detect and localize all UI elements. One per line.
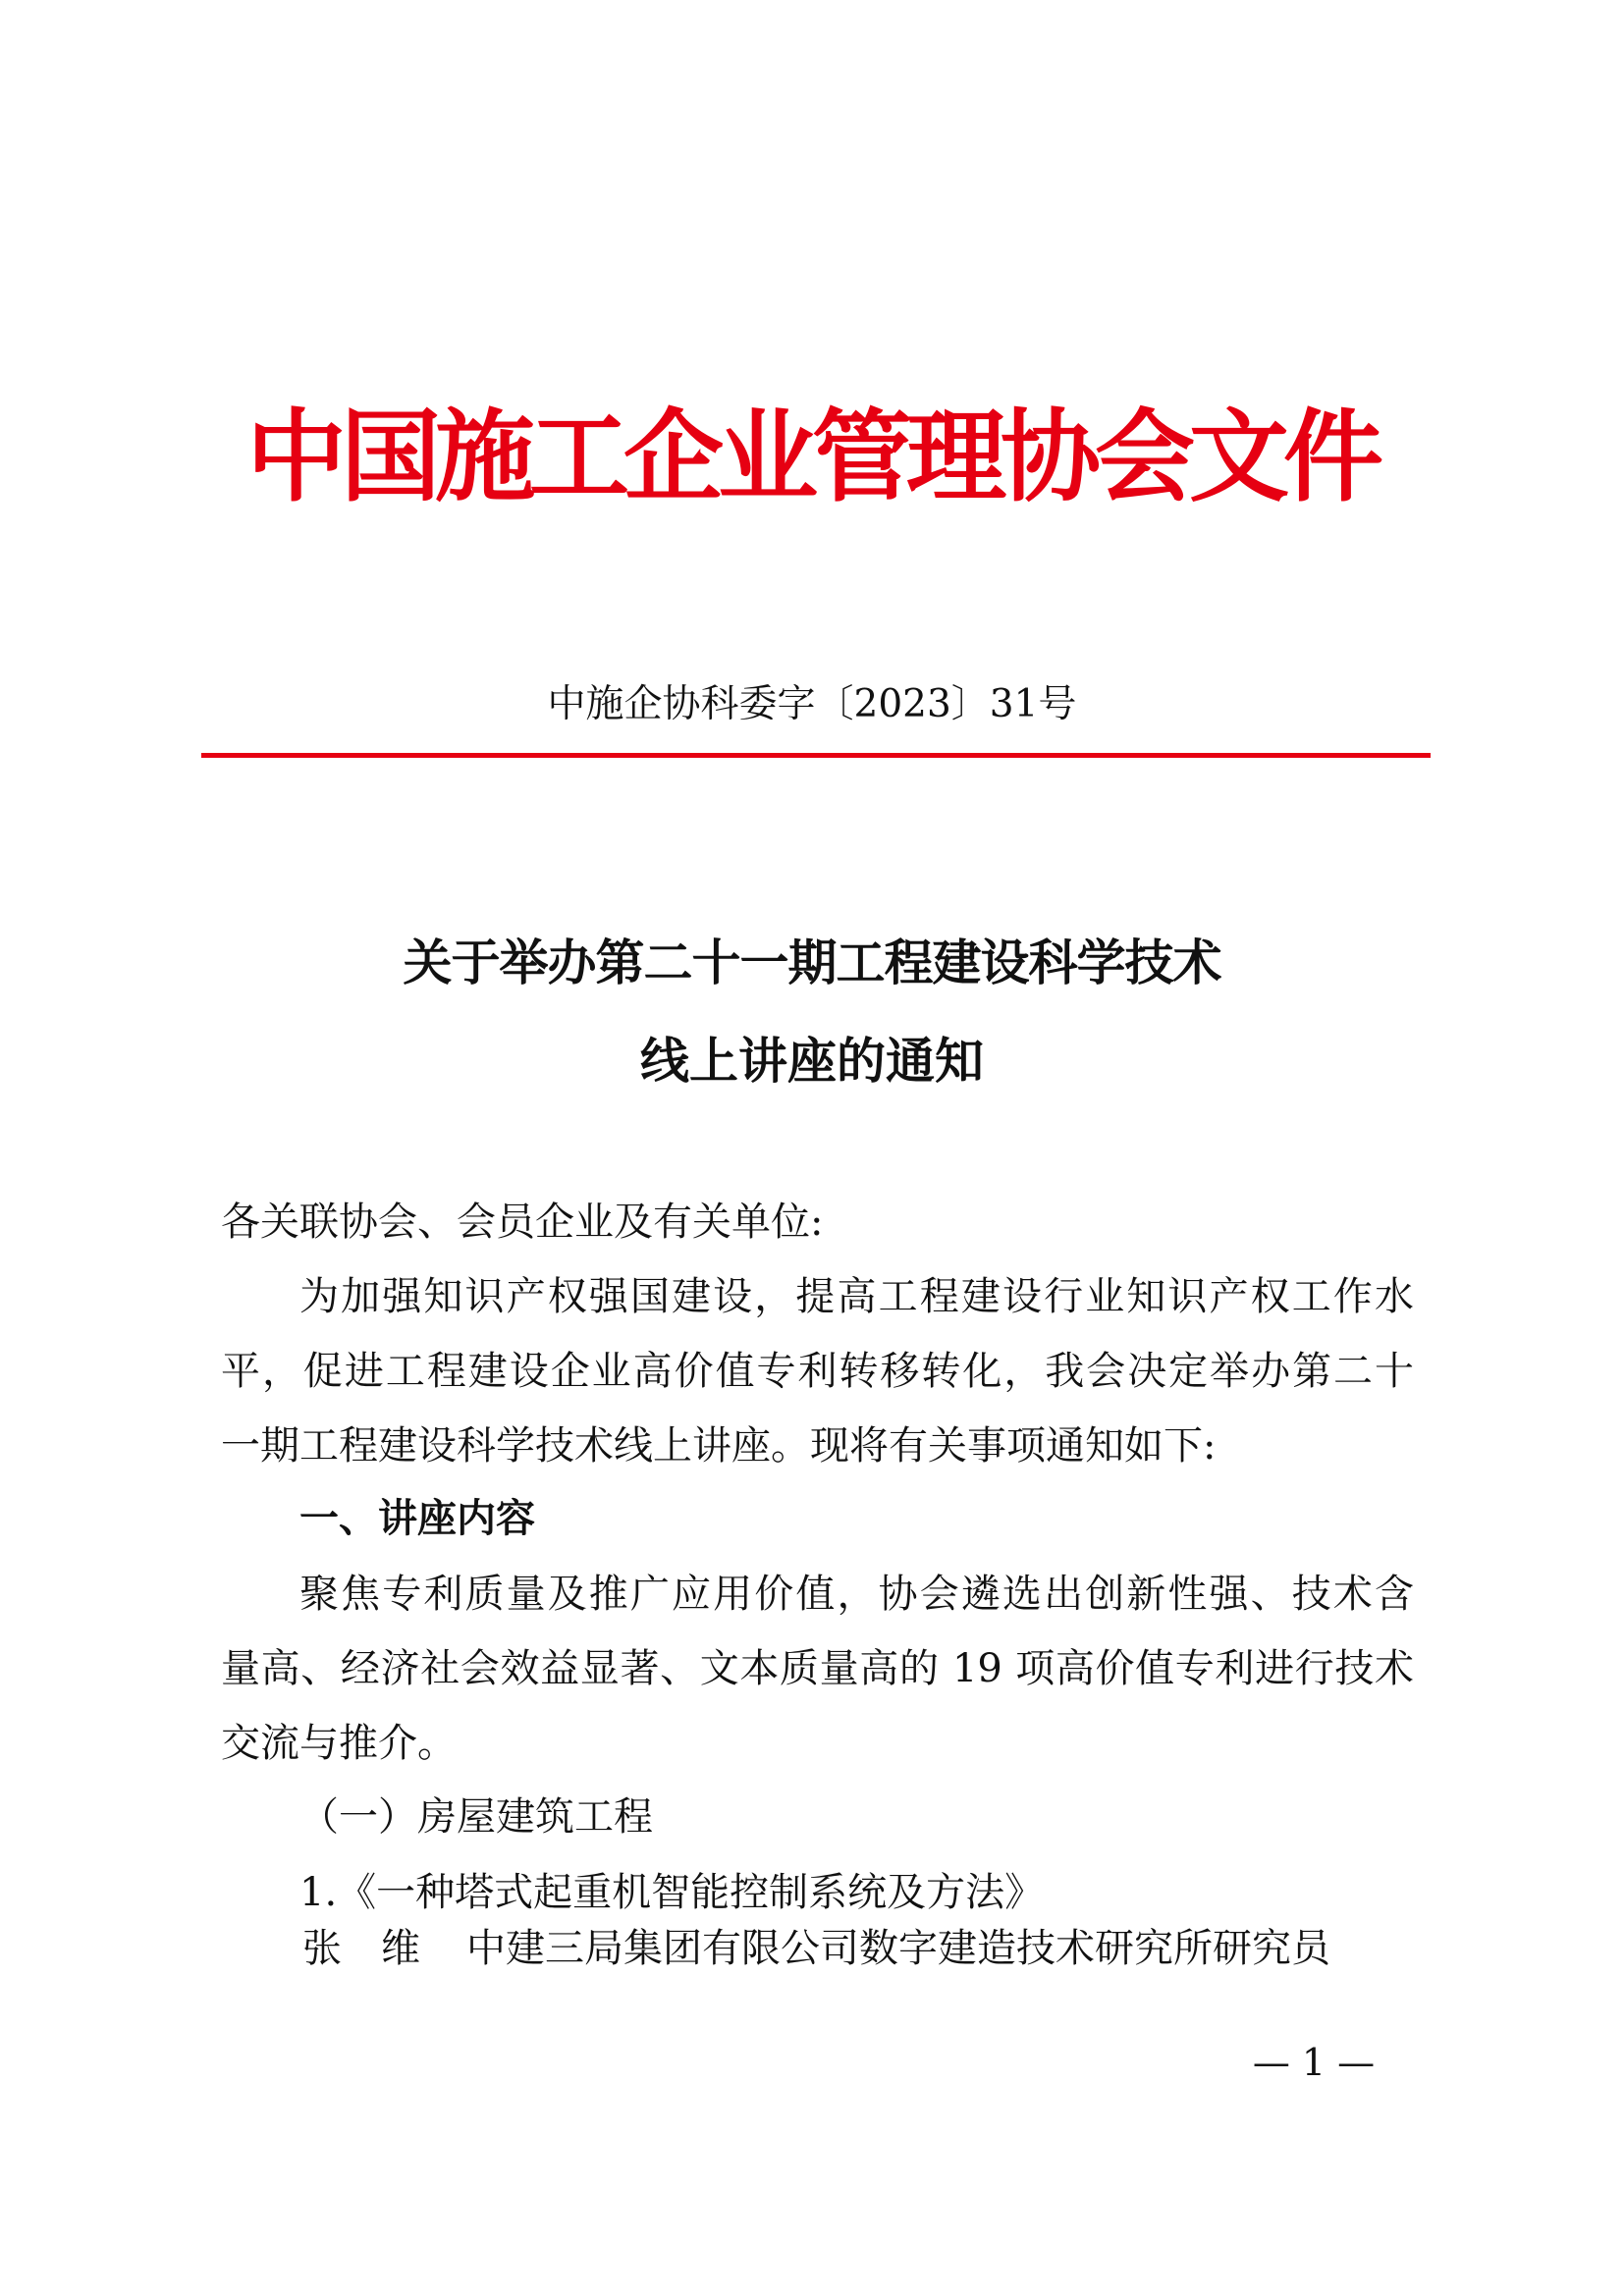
- list-item-title: 1.《一种塔式起重机智能控制系统及方法》: [299, 1870, 1045, 1915]
- paragraph-line: 交流与推介。: [221, 1721, 457, 1766]
- document-number: 中施企协科委字〔2023〕31号: [547, 682, 1077, 726]
- paragraph-line: 聚焦专利质量及推广应用价值，协会遴选出创新性强、技术含: [299, 1572, 1414, 1617]
- subsection-heading: （一）房屋建筑工程: [299, 1794, 653, 1840]
- issuing-organization-header: 中国施工企业管理协会文件: [246, 399, 1378, 516]
- notice-title-line-2: 线上讲座的通知: [640, 1032, 984, 1090]
- page-number: — 1 —: [1252, 2041, 1376, 2084]
- notice-title-line-1: 关于举办第二十一期工程建设科学技术: [403, 934, 1221, 991]
- section-heading: 一、讲座内容: [299, 1496, 535, 1541]
- speaker-name: 张 维: [302, 1926, 420, 1971]
- paragraph-line: 量高、经济社会效益显著、文本质量高的 19 项高价值专利进行技术: [221, 1646, 1414, 1691]
- paragraph-line: 平，促进工程建设企业高价值专利转移转化，我会决定举办第二十: [221, 1349, 1414, 1394]
- salutation: 各关联协会、会员企业及有关单位:: [221, 1200, 824, 1245]
- red-divider-line: [201, 753, 1431, 758]
- speaker-affiliation: 中建三局集团有限公司数字建造技术研究所研究员: [466, 1926, 1330, 1971]
- paragraph-line: 一期工程建设科学技术线上讲座。现将有关事项通知如下:: [221, 1423, 1217, 1468]
- paragraph-line: 为加强知识产权强国建设，提高工程建设行业知识产权工作水: [299, 1274, 1414, 1319]
